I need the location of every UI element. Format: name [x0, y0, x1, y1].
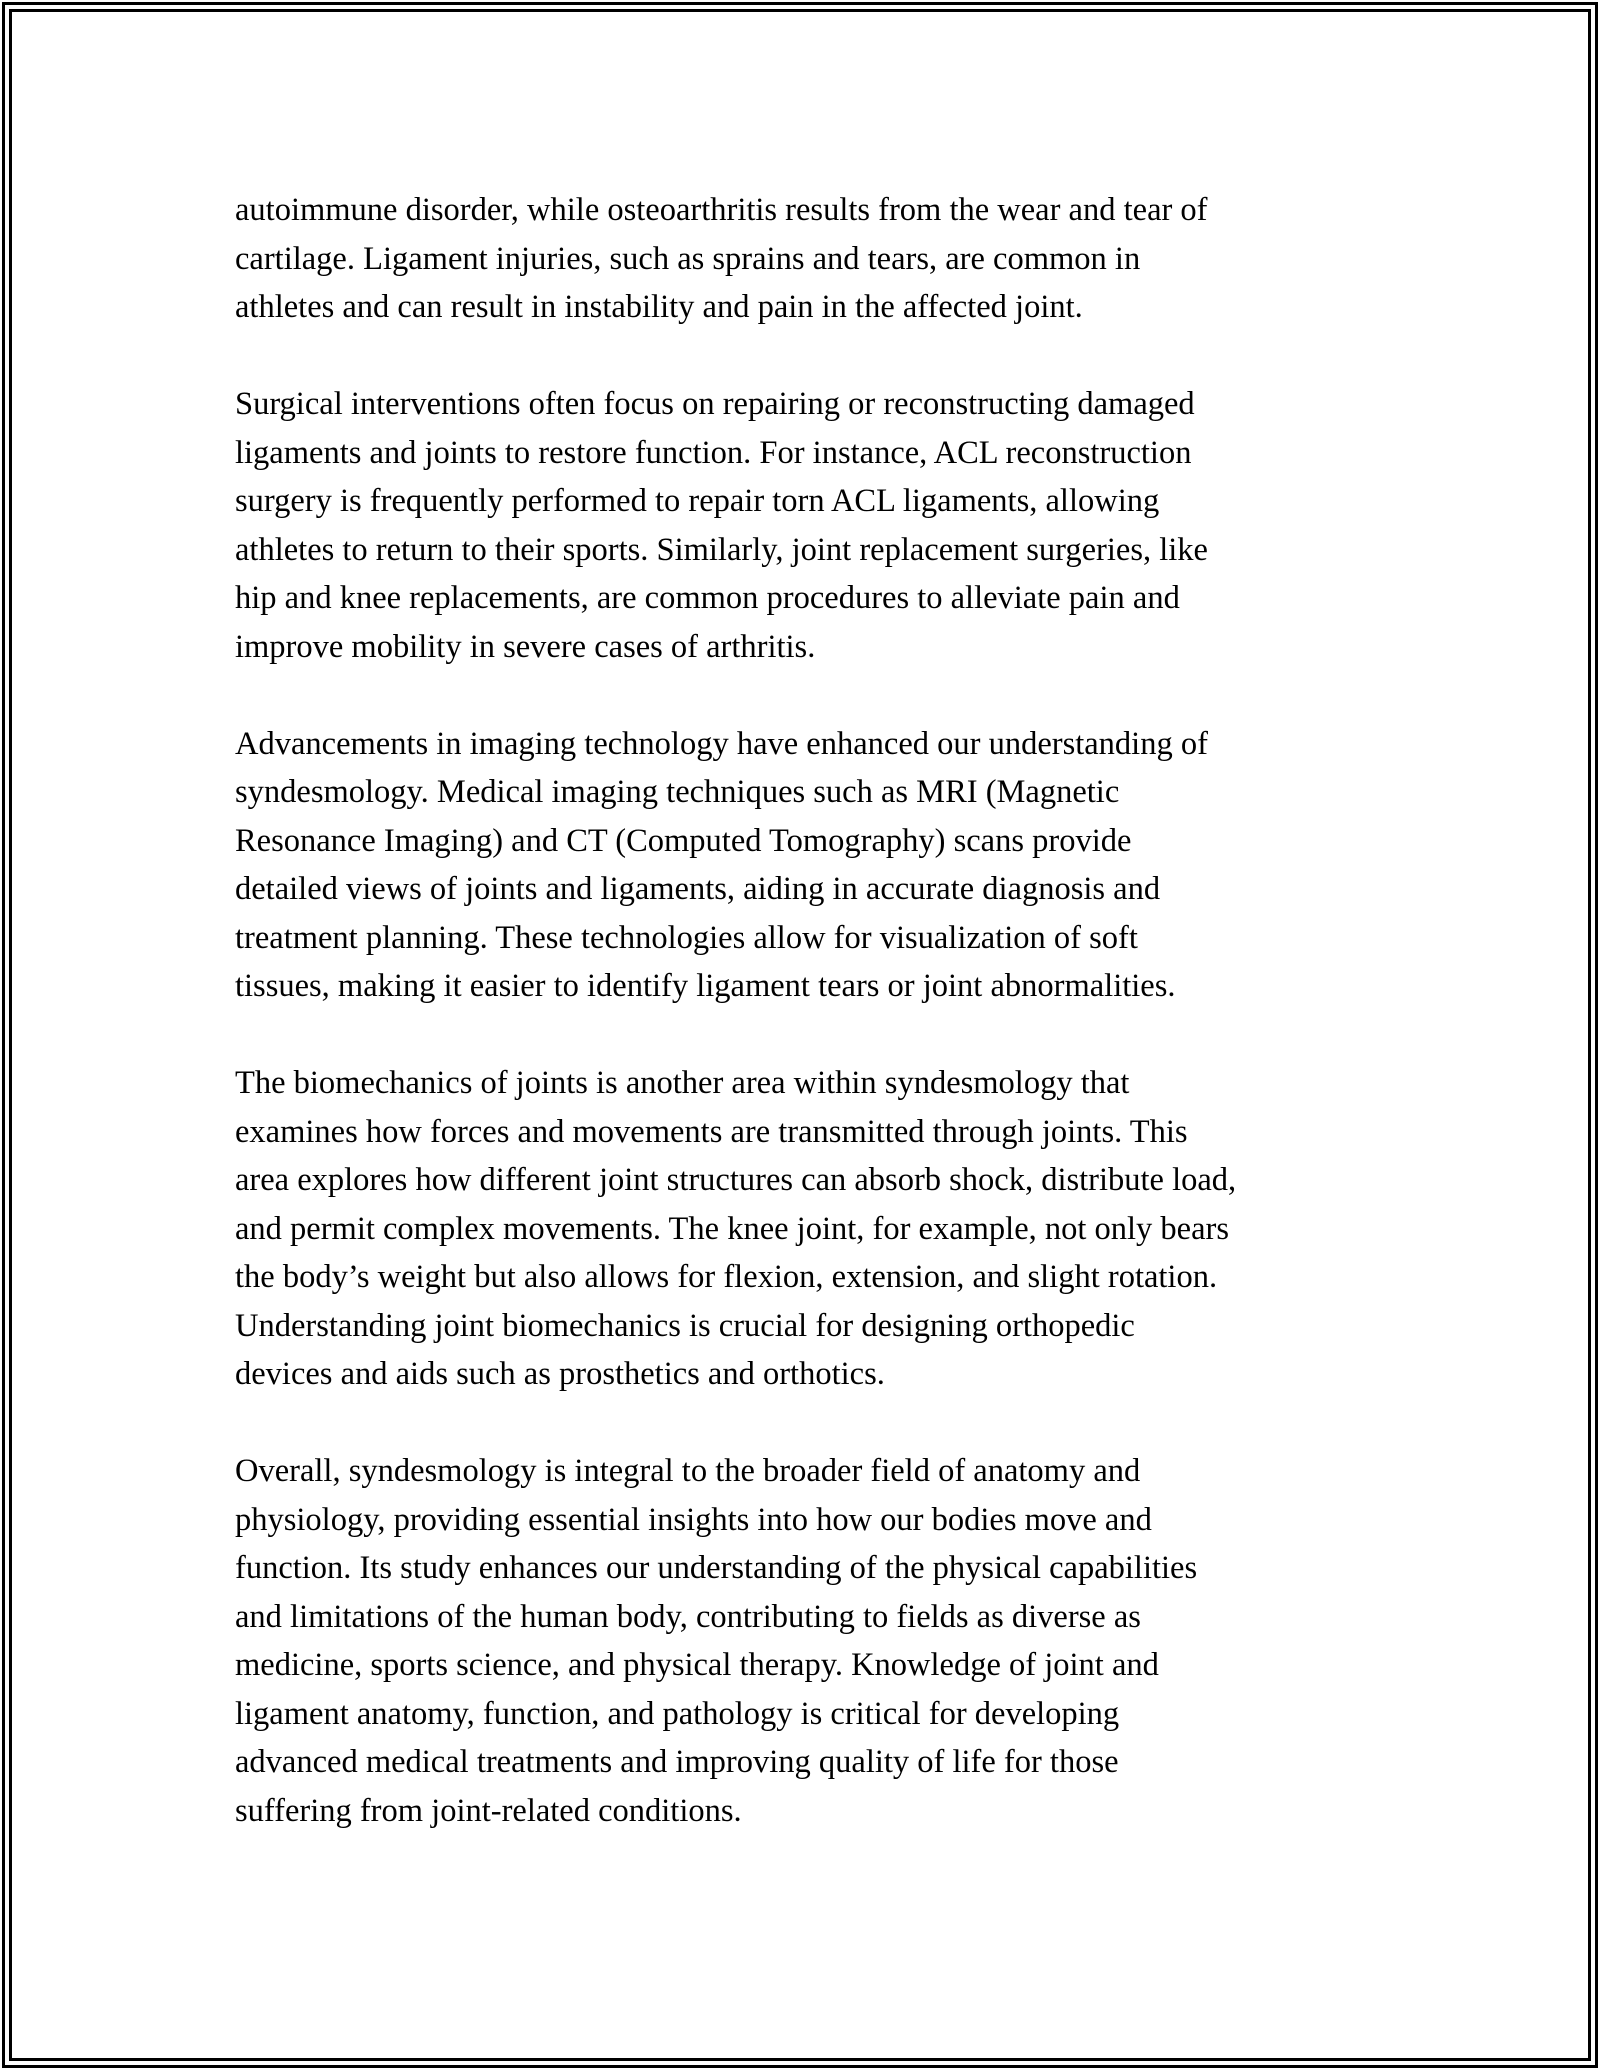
document-body: [235, 186, 1385, 1835]
paragraph-surgical-interventions: Surgical interventions often focus on repairing or reconstructing damaged ligaments and joints to restore function. For instance, ACL reconstruction surgery is frequently performed to repair torn ACL ligaments, allowing athletes to return to their sports. Similarly, joint replacement surgeries, like hip and knee replacements, are common procedures to alleviate pain and improve mobility in severe cases of arthritis.: [235, 386, 1208, 665]
paragraph-imaging-technology: Advancements in imaging technology have enhanced our understanding of syndesmology. Medical imaging techniques such as MRI (Magnetic Resonance Imaging) and CT (Computed Tomography) scans provide detailed views of joints and ligaments, aiding in accurate diagnosis and treatment planning. These technologies allow for visualization of soft tissues, making it easier to identify ligament tears or joint abnormalities.: [235, 725, 1208, 1004]
paragraph-conclusion: Overall, syndesmology is integral to the broader field of anatomy and physiology, providing essential insights into how our bodies move and function. Its study enhances our understanding of the physical capabilities and limitations of the human body, contributing to fields as diverse as medicine, sports science, and physical therapy. Knowledge of joint and ligament anatomy, function, and pathology is critical for developing advanced medical treatments and improving quality of life for those suffering from joint-related conditions.: [235, 1453, 1198, 1829]
paragraph-joint-disorders: autoimmune disorder, while osteoarthritis results from the wear and tear of cartilage. Ligament injuries, such as sprains and tears, are common in athletes and can result in instability and pain in the affected joint.: [235, 192, 1208, 325]
paragraph-joint-biomechanics: The biomechanics of joints is another area within syndesmology that examines how forces and movements are transmitted through joints. This area explores how different joint structures can absorb shock, distribute load, and permit complex movements. The knee joint, for example, not only bears the body’s weight but also allows for flexion, extension, and slight rotation. Understanding joint biomechanics is crucial for designing orthopedic devices and aids such as prosthetics and orthotics.: [235, 1065, 1237, 1392]
